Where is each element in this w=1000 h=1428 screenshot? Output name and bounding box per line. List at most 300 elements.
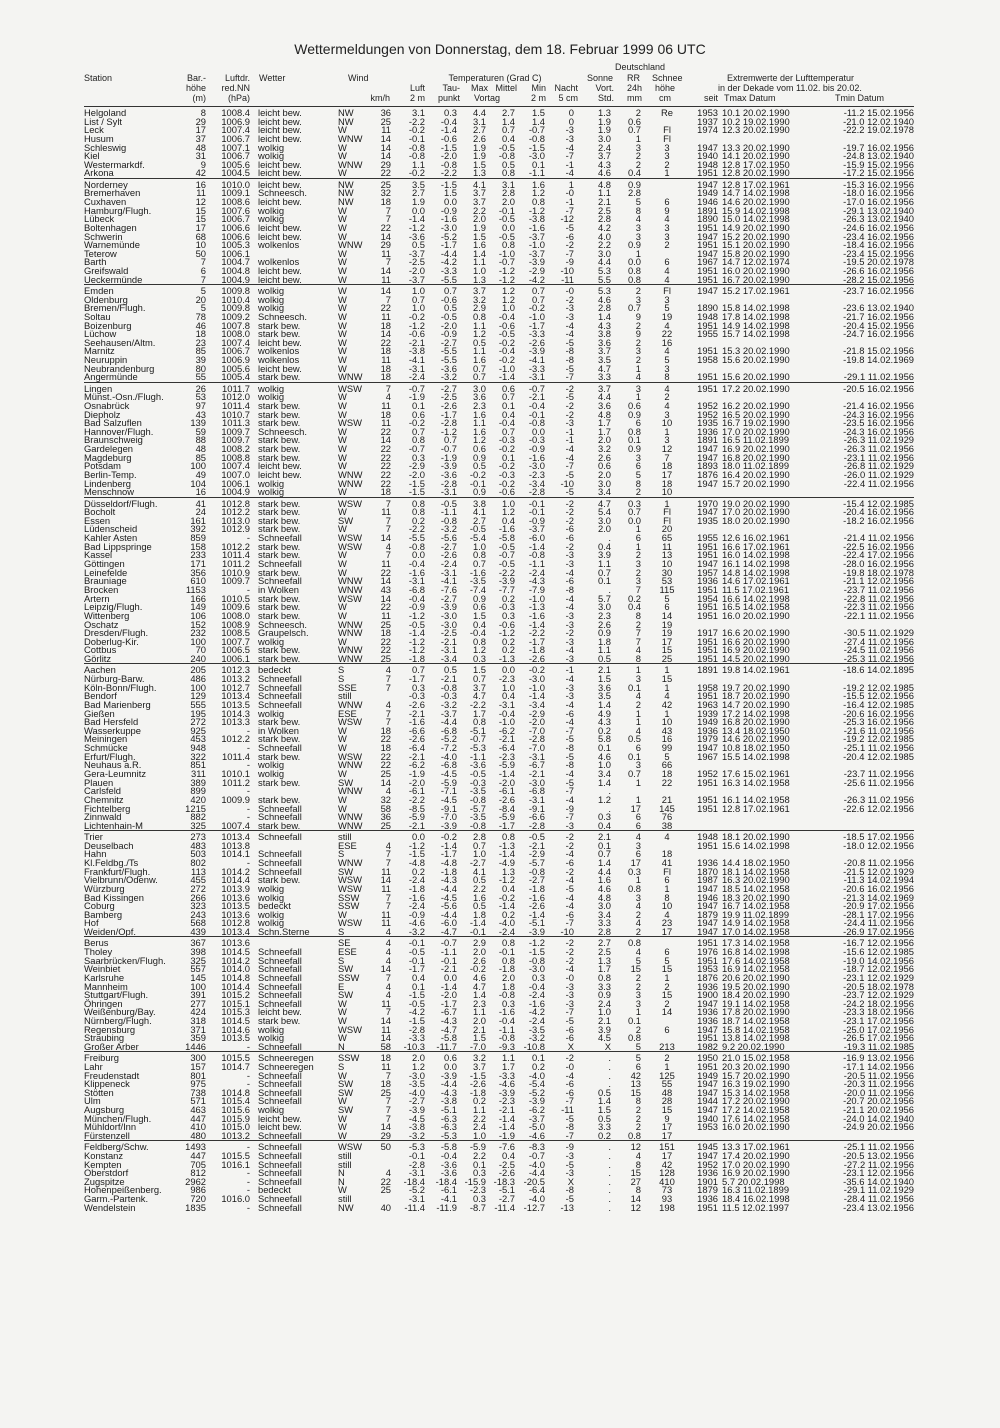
cell-dew-point: -5.1: [440, 1104, 457, 1116]
cell-wind-speed: 22: [380, 302, 391, 314]
cell-mean-temp: 1.7: [501, 1060, 515, 1072]
cell-sunshine: .: [608, 583, 611, 595]
cell-snow: 10: [661, 900, 673, 912]
cell-since: 1950: [697, 1052, 718, 1064]
cell-precip: 0.1: [627, 750, 641, 762]
cell-wind-speed: 4: [385, 926, 391, 938]
cell-sunshine: 4.7: [597, 362, 611, 374]
cell-snow: 15: [661, 672, 673, 684]
cell-wind-speed: 22: [380, 451, 391, 463]
cell-max-temp: 0.7: [472, 672, 486, 684]
cell-sunshine: 2.0: [597, 469, 611, 481]
cell-dew-point: -1.4: [440, 839, 457, 851]
cell-max-temp: 3.2: [472, 293, 486, 305]
cell-mean-temp: -2.3: [498, 1095, 515, 1107]
cell-height: 24: [195, 506, 206, 518]
cell-wind-dir: SW: [338, 989, 354, 1001]
cell-height: 85: [195, 345, 206, 357]
cell-tmin: -27.2 11.02.1956: [843, 1158, 914, 1170]
cell-pressure: 1008.5: [221, 627, 250, 639]
cell-snow: Re: [661, 107, 673, 118]
cell-mean-temp: -1.1: [498, 1023, 515, 1035]
cell-wind-dir: SSW: [338, 891, 360, 903]
cell-since: 1952: [697, 768, 718, 779]
cell-weather: Schneefall: [258, 857, 302, 868]
cell-tmax: 12.8 20.02.1990: [722, 167, 790, 179]
cell-since: 1947: [697, 917, 718, 929]
cell-station: Wittenberg: [84, 609, 130, 621]
cell-precip: 0.7: [627, 302, 641, 314]
cell-precip: 0.3: [627, 497, 641, 509]
cell-mean-temp: -1.9: [498, 1130, 515, 1142]
cell-night-temp: -6: [565, 707, 574, 719]
cell-station: Bad Hersfeld: [84, 716, 139, 728]
cell-air-temp: -2.8: [408, 1158, 425, 1170]
cell-air-temp: -3.1: [408, 1167, 425, 1179]
cell-snow: 198: [659, 1201, 675, 1213]
cell-height: 391: [190, 989, 206, 1001]
cell-wind-dir: W: [338, 601, 347, 613]
cell-tmin: -22.1 11.02.1956: [843, 609, 914, 621]
cell-max-temp: -2.6: [469, 1078, 486, 1090]
cell-precip: 2: [635, 1104, 641, 1116]
cell-sunshine: 1.1: [597, 187, 611, 199]
cell-snow: 6: [664, 196, 670, 207]
cell-tmax: 14.9 14.02.1958: [722, 917, 790, 929]
cell-tmax: 11.5 12.02.1997: [722, 1201, 790, 1213]
cell-pressure: 1009.6: [221, 601, 250, 613]
cell-mean-temp: 1.3: [501, 865, 515, 877]
cell-max-temp: 0.7: [472, 558, 486, 570]
cell-wind-dir: WNW: [338, 132, 363, 144]
cell-wind-speed: 25: [380, 768, 391, 779]
cell-wind-dir: W: [338, 345, 347, 357]
cell-max-temp: -0.8: [469, 819, 486, 831]
cell-mean-temp: -2.3: [498, 672, 515, 684]
cell-pressure: 1013.4: [221, 690, 250, 702]
cell-dew-point: -5.2: [440, 733, 457, 745]
cell-air-temp: -2.5: [408, 256, 425, 268]
cell-min-temp: -1.3: [528, 601, 545, 613]
cell-snow: 9: [664, 1112, 670, 1124]
cell-tmax: 14.7 20.02.1990: [722, 698, 790, 710]
cell-sunshine: 1.1: [597, 644, 611, 656]
cell-weather: stark bew.: [258, 451, 301, 463]
cell-night-temp: -8: [565, 1121, 574, 1133]
cell-wind-dir: W: [338, 566, 347, 578]
cell-pressure: 1006.1: [221, 247, 250, 259]
cell-snow: 9: [664, 204, 670, 216]
cell-wind-speed: 22: [380, 221, 391, 233]
cell-night-temp: -4: [565, 1069, 574, 1081]
cell-height: 12: [195, 196, 206, 207]
cell-tmin: -20.5 13.02.1956: [843, 1149, 914, 1161]
cell-sunshine: 1.5: [597, 1104, 611, 1116]
cell-wind-speed: 4: [385, 839, 391, 851]
cell-pressure: -: [246, 724, 250, 736]
cell-station: Würzburg: [84, 882, 125, 894]
cell-height: 100: [190, 460, 206, 472]
cell-min-temp: -2.6: [528, 653, 545, 665]
cell-height: 104: [190, 477, 206, 489]
cell-since: 1951: [697, 1032, 718, 1044]
cell-dew-point: -1.1: [440, 506, 457, 518]
cell-air-temp: -1.4: [408, 627, 425, 639]
cell-sunshine: 1.1: [597, 558, 611, 570]
cell-night-temp: -5: [565, 733, 574, 745]
cell-snow: 6: [664, 601, 670, 613]
cell-since: 1948: [697, 158, 718, 170]
cell-max-temp: 2.7: [472, 514, 486, 526]
cell-height: 48: [195, 443, 206, 455]
cell-max-temp: 2.9: [472, 937, 486, 949]
cell-sunshine: 2.0: [597, 434, 611, 446]
cell-tmax: 14.9 14.02.1998: [722, 319, 790, 331]
cell-min-temp: -3.4: [528, 698, 545, 710]
cell-tmax: 5.7 20.02.1998: [722, 1175, 785, 1187]
cell-mean-temp: -3.1: [498, 698, 515, 710]
cell-since: 1947: [697, 1149, 718, 1161]
cell-pressure: 1014.4: [221, 980, 250, 992]
cell-station: Fürstenzell: [84, 1130, 130, 1142]
cell-wind-dir: WNW: [338, 239, 363, 251]
cell-min-temp: -1.5: [528, 141, 545, 153]
cell-mean-temp: -0.5: [498, 540, 515, 552]
cell-air-temp: -1.5: [408, 486, 425, 498]
cell-pressure: 1016.1: [221, 1158, 250, 1170]
cell-air-temp: -6.4: [408, 742, 425, 754]
cell-air-temp: -2.2: [408, 115, 425, 127]
cell-snow: 5: [664, 954, 670, 966]
cell-since: 1957: [697, 566, 718, 578]
cell-air-temp: -0.7: [408, 382, 425, 394]
cell-sunshine: 1.7: [597, 963, 611, 975]
cell-night-temp: -4: [565, 848, 574, 860]
cell-weather: bedeckt: [258, 900, 291, 912]
cell-tmin: -25.3 11.02.1956: [843, 653, 914, 665]
cell-height: 100: [190, 980, 206, 992]
cell-night-temp: -7: [565, 811, 574, 823]
cell-tmax: 17.2 20.02.1990: [722, 382, 790, 394]
cell-night-temp: -8: [565, 759, 574, 771]
cell-station: Bremen/Flugh.: [84, 302, 146, 314]
cell-station: Wendelstein: [84, 1201, 136, 1213]
cell-wind-speed: 22: [380, 477, 391, 489]
cell-station: Mühldorf/Inn: [84, 1121, 137, 1133]
cell-station: Nürburg-Barw.: [84, 672, 145, 684]
cell-snow: 23: [661, 917, 673, 929]
cell-snow: 3: [664, 408, 670, 420]
cell-min-temp: -0.8: [528, 865, 545, 877]
cell-weather: stark bew.: [258, 506, 301, 518]
cell-pressure: 1010.1: [221, 768, 250, 779]
cell-height: 31: [195, 150, 206, 162]
cell-snow: 12: [661, 443, 673, 455]
cell-since: 1891: [697, 664, 718, 676]
cell-air-temp: -0.9: [408, 908, 425, 920]
cell-min-temp: -8.3: [528, 1141, 545, 1153]
cell-dew-point: -5.3: [440, 1130, 457, 1142]
cell-snow: 17: [661, 926, 673, 938]
cell-tmax: 20.6 20.02.1990: [722, 971, 790, 983]
cell-weather: stark bew.: [258, 819, 301, 831]
cell-station: Neubrandenburg: [84, 362, 155, 374]
cell-tmax: 17.2 20.02.1990: [722, 1095, 790, 1107]
cell-mean-temp: -1.2: [498, 874, 515, 886]
cell-wind-speed: 22: [380, 443, 391, 455]
cell-sunshine: 1.0: [597, 759, 611, 771]
cell-max-temp: 1.1: [472, 1104, 486, 1116]
cell-max-temp: 0.9: [472, 451, 486, 463]
cell-height: 129: [190, 690, 206, 702]
cell-tmin: -24.9 20.02.1956: [843, 1121, 914, 1133]
cell-air-temp: 0.2: [411, 865, 425, 877]
cell-precip: 1: [635, 523, 641, 535]
cell-wind-speed: 4: [385, 989, 391, 1001]
cell-wind-dir: W: [338, 908, 347, 920]
cell-wind-dir: NW: [338, 178, 354, 190]
cell-sunshine: 5.3: [597, 285, 611, 296]
cell-tmax: 10.2 19.02.1990: [722, 115, 790, 127]
cell-station: Boizenburg: [84, 319, 132, 331]
cell-snow: 38: [661, 819, 673, 831]
cell-min-temp: 0.1: [531, 158, 545, 170]
cell-air-temp: -2.8: [408, 1023, 425, 1035]
cell-air-temp: -3.1: [408, 575, 425, 587]
cell-weather: stark bew.: [258, 592, 301, 604]
cell-max-temp: 0.5: [472, 460, 486, 472]
cell-height: 1153: [185, 583, 206, 595]
cell-wind-dir: W: [338, 328, 347, 340]
cell-air-temp: -2.1: [408, 336, 425, 348]
cell-max-temp: 0.8: [472, 549, 486, 561]
cell-sunshine: .: [608, 532, 611, 544]
cell-weather: wolkig: [258, 302, 285, 314]
cell-wind-dir: WNW: [338, 811, 363, 823]
cell-snow: 4: [664, 831, 670, 843]
cell-height: 88: [195, 434, 206, 446]
cell-max-temp: 1.0: [472, 1130, 486, 1142]
cell-weather: stark bew.: [258, 523, 301, 535]
cell-tmax: 14.7 14.02.1998: [722, 187, 790, 199]
cell-since: 1936: [697, 1193, 718, 1205]
cell-wind-dir: W: [338, 319, 347, 331]
cell-max-temp: 2.2: [472, 882, 486, 894]
cell-since: 1951: [697, 382, 718, 394]
cell-tmax: 16.2 20.02.1990: [722, 399, 790, 411]
cell-wind-speed: 14: [380, 1121, 391, 1133]
cell-since: 1951: [697, 540, 718, 552]
cell-dew-point: -5.2: [440, 230, 457, 242]
cell-sunshine: 4.6: [597, 750, 611, 762]
cell-tmax: 14.7 12.02.1974: [722, 256, 790, 268]
cell-station: Feldberg/Schw.: [84, 1141, 149, 1153]
cell-sunshine: 5.4: [597, 506, 611, 518]
cell-station: Marnitz: [84, 345, 115, 357]
cell-tmax: 15.3 20.02.1990: [722, 345, 790, 357]
cell-height: 70: [195, 644, 206, 656]
cell-snow: 76: [661, 811, 673, 823]
cell-station: Bad Salzuflen: [84, 417, 142, 429]
cell-since: 1947: [697, 900, 718, 912]
cell-snow: 1: [664, 167, 670, 179]
cell-height: 272: [190, 882, 206, 894]
cell-sunshine: 4.4: [597, 865, 611, 877]
cell-max-temp: -15.9: [464, 1175, 486, 1187]
cell-precip: 8: [635, 477, 641, 489]
cell-station: Barth: [84, 256, 107, 268]
cell-station: Artern: [84, 592, 110, 604]
cell-sunshine: 3.5: [597, 354, 611, 366]
cell-since: 1958: [697, 354, 718, 366]
cell-dew-point: -6.3: [440, 1121, 457, 1133]
cell-snow: 5: [664, 750, 670, 762]
cell-precip: 0.8: [627, 273, 641, 285]
cell-weather: Schneefall: [258, 989, 302, 1001]
cell-station: Mannheim: [84, 980, 128, 992]
header-station: Station: [84, 73, 113, 83]
cell-night-temp: -7: [565, 204, 574, 216]
cell-weather: stark bew.: [258, 1015, 301, 1027]
cell-wind-speed: 7: [385, 382, 391, 394]
cell-pressure: 1006.7: [221, 150, 250, 162]
cell-station: Augsburg: [84, 1104, 125, 1116]
cell-since: 1947: [697, 506, 718, 518]
cell-mean-temp: 0.6: [501, 382, 515, 394]
cell-wind-dir: W: [338, 558, 347, 570]
cell-tmax: 11.5 17.02.1961: [722, 583, 790, 595]
cell-mean-temp: -1.3: [498, 653, 515, 665]
cell-tmin: -25.3 16.02.1956: [843, 716, 914, 728]
cell-wind-speed: 14: [380, 1015, 391, 1027]
cell-pressure: 1004.7: [221, 256, 250, 268]
cell-precip: 3: [635, 891, 641, 903]
cell-night-temp: -1: [565, 196, 574, 207]
cell-pressure: 1013.4: [221, 831, 250, 843]
cell-min-temp: -12.7: [523, 1201, 545, 1213]
cell-sunshine: 3.0: [597, 601, 611, 613]
cell-station: Tholey: [84, 946, 113, 957]
cell-wind-speed: 18: [380, 1052, 391, 1064]
cell-air-temp: -5.9: [408, 811, 425, 823]
cell-wind-speed: 22: [380, 425, 391, 437]
cell-max-temp: 0.3: [472, 1167, 486, 1179]
cell-sunshine: 1.4: [597, 310, 611, 322]
cell-sunshine: 3.3: [597, 371, 611, 383]
cell-night-temp: -4: [565, 768, 574, 779]
cell-sunshine: 4.8: [597, 891, 611, 903]
cell-tmin: -23.4 13.02.1956: [843, 1201, 914, 1213]
cell-air-temp: -3.7: [408, 247, 425, 259]
cell-station: Kempten: [84, 1158, 122, 1170]
cell-wind-speed: 11: [381, 1060, 391, 1072]
cell-mean-temp: 0.8: [501, 239, 515, 251]
cell-night-temp: -1: [565, 434, 574, 446]
cell-wind-dir: WNW: [338, 618, 363, 630]
cell-max-temp: 2.0: [472, 946, 486, 957]
cell-wind-speed: 22: [380, 635, 391, 647]
cell-night-temp: -0: [565, 187, 574, 199]
cell-precip: 3: [635, 293, 641, 305]
cell-since: 1951: [697, 273, 718, 285]
cell-weather: in Wolken: [258, 724, 299, 736]
cell-mean-temp: -1.2: [498, 265, 515, 277]
cell-tmin: -22.3 11.02.1956: [843, 601, 914, 613]
cell-wind-dir: SE: [338, 937, 351, 949]
cell-height: 17: [195, 221, 206, 233]
cell-weather: Schneefall: [258, 575, 302, 587]
cell-min-temp: -10.8: [523, 1041, 545, 1053]
cell-air-temp: 0.6: [411, 408, 425, 420]
cell-since: 1951: [697, 221, 718, 233]
cell-dew-point: -5.8: [440, 1032, 457, 1044]
cell-weather: leicht bew.: [258, 1121, 302, 1133]
cell-pressure: 1010.0: [221, 178, 250, 190]
cell-max-temp: 2.2: [472, 1112, 486, 1124]
cell-height: 41: [195, 497, 206, 509]
cell-tmin: -26.5 17.02.1956: [843, 1032, 914, 1044]
cell-mean-temp: 1.0: [501, 497, 515, 509]
cell-wind-speed: 58: [380, 802, 391, 814]
cell-dew-point: -1.9: [440, 451, 457, 463]
cell-pressure: 1014.5: [221, 1015, 250, 1027]
cell-station: Hannover/Flugh.: [84, 425, 154, 437]
cell-air-temp: -1.5: [408, 989, 425, 1001]
cell-max-temp: 0.8: [472, 310, 486, 322]
cell-mean-temp: 0.8: [501, 831, 515, 843]
cell-wind-speed: 14: [380, 874, 391, 886]
cell-snow: 17: [661, 1130, 673, 1142]
cell-air-temp: -1.6: [408, 716, 425, 728]
cell-tmin: -21.4 11.02.1956: [843, 532, 914, 544]
cell-precip: 3: [635, 230, 641, 242]
cell-night-temp: -0: [565, 971, 574, 983]
cell-snow: 4: [664, 273, 670, 285]
cell-air-temp: 0.3: [411, 681, 425, 693]
cell-wind-speed: 7: [385, 857, 391, 868]
cell-precip: 5: [635, 954, 641, 966]
cell-tmax: 19.9 11.02.1899: [722, 908, 790, 920]
cell-wind-dir: S: [338, 926, 345, 938]
cell-snow: 4: [664, 319, 670, 331]
cell-min-temp: 1.2: [531, 187, 545, 199]
cell-mean-temp: 0.8: [501, 167, 515, 179]
cell-tmin: -19.3 11.02.1985: [843, 1041, 914, 1053]
cell-max-temp: -0.1: [469, 477, 486, 489]
cell-since: 1876: [697, 469, 718, 481]
cell-sunshine: 3.0: [597, 514, 611, 526]
cell-sunshine: 4.6: [597, 293, 611, 305]
cell-wind-dir: W: [338, 1121, 347, 1133]
cell-wind-dir: SW: [338, 776, 354, 788]
cell-weather: leicht bew.: [258, 167, 302, 179]
cell-tmax: 19.0 20.02.1990: [722, 497, 790, 509]
cell-precip: 6: [635, 417, 641, 429]
cell-wind-speed: 22: [380, 566, 391, 578]
cell-max-temp: 3.2: [472, 1052, 486, 1064]
cell-wind-dir: W: [338, 293, 347, 305]
cell-air-temp: 0.5: [411, 239, 425, 251]
cell-min-temp: -1.7: [528, 319, 545, 331]
cell-tmax: 16.9 20.02.1990: [722, 443, 790, 455]
cell-max-temp: 2.8: [472, 831, 486, 843]
cell-air-temp: -2.2: [408, 793, 425, 805]
cell-wind-speed: 7: [385, 707, 391, 719]
cell-height: 106: [190, 609, 206, 621]
cell-station: Konstanz: [84, 1149, 124, 1161]
cell-wind-dir: WNW: [338, 627, 363, 639]
cell-station: Münst.-Osn./Flugh.: [84, 391, 164, 403]
